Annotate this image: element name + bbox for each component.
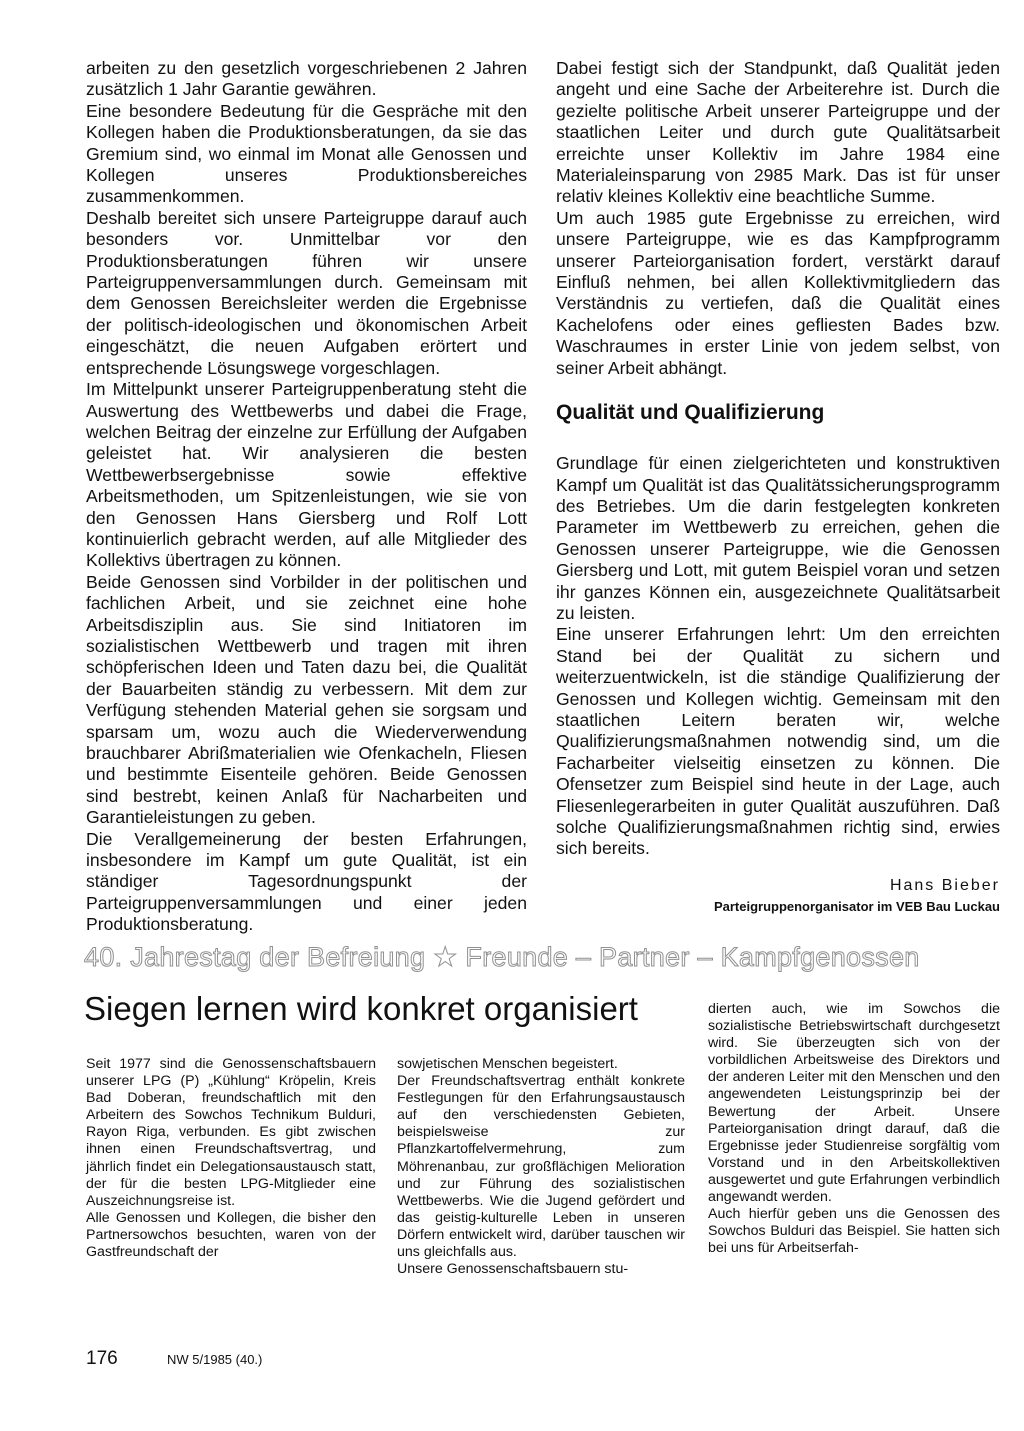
article-column-5: [708, 1001, 1000, 1257]
series-banner: 40. Jahrestag der Befreiung ★ Freunde – Partner – Kampfgenossen: [84, 942, 920, 972]
page-number: 176: [86, 1348, 118, 1369]
paragraph: Um auch 1985 gute Ergebnisse zu erreichen, wird unsere Parteigruppe, wie es das Kampfprogramm unserer Parteiorganisation fordert, verstärkt darauf Einfluß nehmen, bei allen Kollektivmitgliedern das Verständnis zu vertiefen, daß die Qualität eines Kachelofens oder eines gefliesten Bades bzw. Waschraumes in erster Linie von jedem selbst, von seiner Arbeit abhängt.: [556, 207, 1000, 378]
paragraph: Alle Genossen und Kollegen, die bisher den Partnersowchos besuchten, waren von der Gastfreundschaft der: [86, 1209, 376, 1261]
paragraph: Grundlage für einen zielgerichteten und konstruktiven Kampf um Qualität ist das Qualitätssicherungsprogramm des Betriebes. Um die darin festgelegten konkreten Parameter im Wettbewerb zu erreichen, gehen die Genossen unserer Parteigruppe, wie die Genossen Giersberg und Lott, mit gutem Beispiel voran und setzen ihr ganzes Können ein, ausgezeichnete Qualitätsarbeit zu leisten.: [556, 453, 1000, 623]
paragraph: Deshalb bereitet sich unsere Parteigruppe darauf auch besonders vor. Unmittelbar vor den Produktionsberatungen führen wir unsere Parteigruppenversammlungen durch. Gemeinsam mit dem Genossen Bereichsleiter werden die Ergebnisse der politisch-ideologischen und ökonomischen Arbeit eingeschätzt, die neuen Aufgaben erörtert und entsprechende Lösungswege vorgeschlagen.: [86, 207, 527, 378]
paragraph: Eine unserer Erfahrungen lehrt: Um den erreichten Stand bei der Qualität zu sichern und weiterzuentwickeln, ist die ständige Qualifizierung der Genossen und Kollegen wichtig. Gemeinsam mit den staatlichen Leitern beraten wir, welche Qualifizierungsmaßnahmen notwendig sind, um die Facharbeiter vielseitig einsetzen zu können. Die Ofensetzer zum Beispiel sind heute in der Lage, auch Fliesenlegerarbeiten in guter Qualität auszuführen. Daß solche Qualifizierungsmaßnahmen richtig sind, erwies sich bereits.: [556, 624, 1000, 859]
paragraph: Im Mittelpunkt unserer Parteigruppenberatung steht die Auswertung des Wettbewerbs und dabei die Frage, welchen Beitrag der einzelne zur Erfüllung der Aufgaben geleistet hat. Wir analysieren die besten Wettbewerbsergebnisse sowie effektive Arbeitsmethoden, um Spitzenleistungen, wie sie von den Genossen Hans Giersberg und Rolf Lott kontinuierlich gebracht werden, auf alle Mitglieder des Kollektivs übertragen zu können.: [86, 379, 527, 571]
article-column-2: [556, 58, 1000, 915]
author-name: Hans Bieber: [889, 876, 1000, 894]
paragraph: Eine besondere Bedeutung für die Gespräche mit den Kollegen haben die Produktionsberatungen, da sie das Gremium sind, wo einmal im Monat alle Genossen und Kollegen unseres Produktionsbereiches zusammenkommen.: [86, 100, 527, 207]
paragraph: arbeiten zu den gesetzlich vorgeschriebenen 2 Jahren zusätzlich 1 Jahr Garantie gewähren.: [86, 58, 527, 100]
paragraph: Beide Genossen sind Vorbilder in der politischen und fachlichen Arbeit, und sie zeichnet eine hohe Arbeitsdisziplin aus. Sie sind Initiatoren im sozialistischen Wettbewerb und tragen mit ihren schöpferischen Ideen und Taten dazu bei, die Qualität der Bauarbeiten ständig zu verbessern. Mit dem zur Verfügung stehenden Material gehen sie sorgsam und sparsam um, wozu auch die Wiederverwendung brauchbarer Abrißmaterialien wie Ofenkacheln, Fliesen und bestimmte Eisenteile gehören. Beide Genossen sind bestrebt, keinen Anlaß für Nacharbeiten und Garantieleistungen zu geben.: [86, 571, 527, 828]
issue-reference: NW 5/1985 (40.): [167, 1352, 263, 1367]
paragraph: Seit 1977 sind die Genossenschaftsbauern unserer LPG (P) „Kühlung“ Kröpelin, Kreis Bad Doberan, freundschaftlich mit den Arbeitern des Sowchos Technikum Bulduri, Rayon Riga, verbunden. Es gibt zwischen ihnen einen Freundschaftsvertrag, und jährlich findet ein Delegationsaustausch statt, der für die besten LPG-Mitglieder eine Auszeichnungsreise ist.: [86, 1056, 376, 1209]
paragraph: sowjetischen Menschen begeistert.: [397, 1056, 618, 1072]
paragraph: Der Freundschaftsvertrag enthält konkrete Festlegungen für den Erfahrungsaustausch auf den verschiedensten Gebieten, beispielsweise zur Pflanzkartoffelvermehrung, zum Möhrenanbau, zur großflächigen Melioration und zur Führung des sozialistischen Wettbewerbs. Wie die Jugend gefördert und das geistig-kulturelle Leben in unseren Dörfern entwickelt wird, darüber tauschen wir uns gleichfalls aus.: [397, 1073, 685, 1261]
article-column-3: [86, 1056, 376, 1261]
paragraph: Die Verallgemeinerung der besten Erfahrungen, insbesondere im Kampf um gute Qualität, ist ein ständiger Tagesordnungspunkt der Parteigruppenversammlungen und einer jeden Produktionsberatung.: [86, 828, 527, 935]
author-role: Parteigruppenorganisator im VEB Bau Luckau: [713, 898, 1000, 914]
paragraph: Auch hierfür geben uns die Genossen des Sowchos Bulduri das Beispiel. Sie hatten sich bei uns für Arbeitserfah-: [708, 1206, 1000, 1257]
article-headline: Siegen lernen wird konkret organisiert: [84, 990, 638, 1027]
paragraph: Unsere Genossenschaftsbauern stu-: [397, 1261, 629, 1278]
article-column-4: [397, 1056, 685, 1278]
article-column-1: [86, 58, 527, 936]
paragraph: dierten auch, wie im Sowchos die sozialistische Betriebswirtschaft durchgesetzt wird. Sie überzeugten sich von der vorbildlichen Arbeitsweise des Direktors und der anderen Leiter mit den Menschen und den angewendeten Leistungsprinzip bei der Bewertung der Arbeit. Unsere Parteiorganisation dringt darauf, daß die Ergebnisse jeder Studienreise sorgfältig vom Vorstand und in den Arbeitskollektiven ausgewertet und gute Erfahrungen verbindlich angewandt werden.: [708, 1001, 1000, 1206]
paragraph: Dabei festigt sich der Standpunkt, daß Qualität jeden angeht und eine Sache der Arbeiterehre ist. Durch die gezielte politische Arbeit unserer Parteigruppe und der staatlichen Leiter und durch gute Qualitätsarbeit erreichte unser Kollektiv im Jahre 1984 eine Materialeinsparung von 2985 Mark. Das ist für unser relativ kleines Kollektiv eine beachtliche Summe.: [556, 58, 1000, 207]
section-subheading: Qualität und Qualifizierung: [556, 401, 825, 425]
